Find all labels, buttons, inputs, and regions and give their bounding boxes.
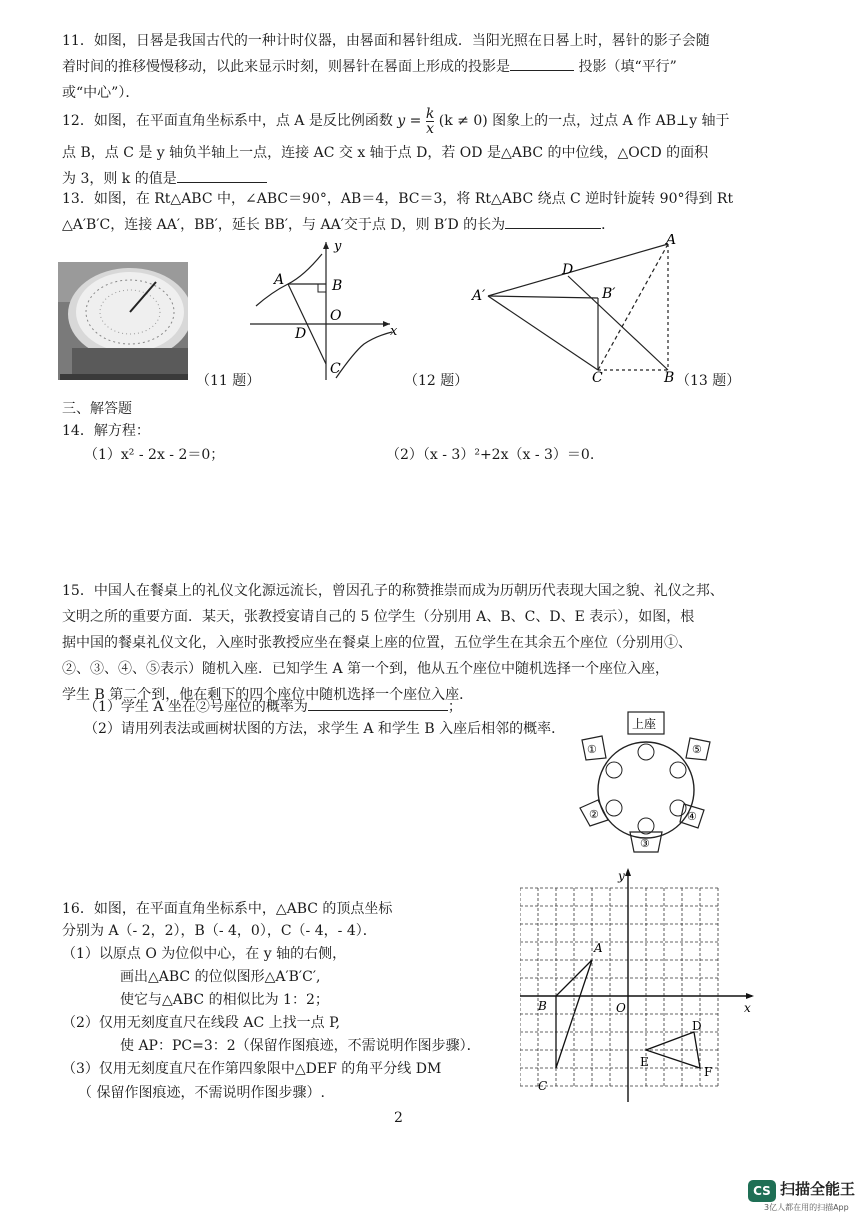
question-15: [62, 578, 724, 708]
q11-line3: 或“中心”）．: [62, 85, 140, 101]
q12-text3: 为 3，则 k 的值是: [62, 171, 177, 187]
f13-label-a-prime: A′: [472, 288, 486, 304]
figure-11-caption: （11 题）: [196, 373, 261, 389]
question-13: [62, 186, 733, 238]
q13-answer-blank[interactable]: [505, 212, 601, 229]
figure-13-diagram: [468, 234, 688, 384]
section-3-heading: 三、解答题: [62, 401, 132, 417]
q16-part2a: （2）仅用无刻度直尺在线段 AC 上找一点 P,: [62, 1015, 341, 1031]
grid-lines: [520, 888, 718, 1086]
q14-part1: （1）x² - 2x - 2＝0；: [84, 447, 225, 463]
f12-label-d: D: [295, 326, 307, 342]
f16-label-d: D: [692, 1019, 702, 1033]
f16-label-x: x: [744, 1001, 751, 1015]
f12-label-b: B: [332, 278, 343, 294]
round-table: [598, 742, 694, 838]
q11-line2: [62, 54, 710, 80]
q14-title: 14．解方程：: [62, 423, 150, 439]
seat-2-label: ②: [589, 808, 599, 821]
q16-part1b: 画出△ABC 的位似图形△A′B′C′,: [120, 969, 321, 985]
q15-part2: （2）请用列表法或画树状图的方法，求学生 A 和学生 B 入座后相邻的概率．: [84, 721, 566, 737]
question-11: [62, 28, 710, 106]
q12-answer-blank[interactable]: [177, 166, 267, 183]
q12-fraction: [426, 107, 434, 136]
seat-1-label: ①: [587, 743, 597, 756]
page-number: 2: [394, 1110, 403, 1126]
q11-answer-blank[interactable]: [510, 54, 574, 71]
q15-line5: 学生 B 第二个到，他在剩下的四个座位中随机选择一个座位入座．: [62, 687, 474, 703]
figure-12-svg: [250, 240, 400, 385]
f12-label-a: A: [274, 272, 285, 288]
q16-part1a: （1）以原点 O 为位似中心，在 y 轴的右侧，: [62, 946, 347, 962]
q15-p1-tail: ；: [447, 699, 462, 715]
f13-label-b: B: [664, 370, 675, 384]
f16-label-o: O: [616, 1001, 626, 1015]
seat-5-label: ⑤: [692, 743, 702, 756]
q13-line1: 13．如图，在 Rt△ABC 中，∠ABC＝90°，AB＝4，BC＝3，将 Rt△ABC 绕点 C 逆时针旋转 90°得到 Rt: [62, 191, 734, 207]
q13-text-tail: ．: [601, 217, 616, 233]
q15-line4: ②、③、④、⑤表示）随机入座．已知学生 A 第一个到，他从五个座位中随机选择一个座位入座，: [62, 661, 670, 677]
q14-part2: （2）（x - 3）²+2x（x - 3）＝0.: [386, 447, 595, 463]
figure-16-svg: [520, 866, 760, 1106]
f12-label-o: O: [330, 308, 342, 324]
q16-line1: 16．如图，在平面直角坐标系中，△ABC 的顶点坐标: [62, 901, 393, 917]
q12-text: 12．如图，在平面直角坐标系中，点 A 是反比例函数: [62, 113, 393, 129]
q12-formula-cond: (k ≠ 0): [438, 113, 488, 129]
f13-label-a: A: [666, 234, 677, 248]
sundial-image: [58, 262, 188, 380]
camscanner-logo: CS: [748, 1180, 776, 1202]
q15-part1: [84, 694, 462, 716]
f13-label-c: C: [592, 370, 603, 384]
f13-label-b-prime: B′: [602, 286, 616, 302]
f13-label-d: D: [562, 262, 574, 278]
q15-line3: 据中国的餐桌礼仪文化，入座时张教授应坐在餐桌上座的位置，五位学生在其余五个座位（分别用①、: [62, 635, 692, 651]
q12-line1: [62, 104, 730, 138]
figure-15-table: [572, 710, 722, 858]
figure-15-svg: [572, 710, 722, 858]
f12-hyperbola-upper: [256, 254, 322, 306]
f12-hyperbola-lower: [336, 332, 392, 378]
q16-part3a: （3）仅用无刻度直尺在作第四象限中△DEF 的角平分线 DM: [62, 1061, 442, 1077]
q11-text: 着时间的推移慢慢移动，以此来显示时刻，则晷针在晷面上形成的投影是: [62, 59, 510, 75]
q15-p1-text: （1）学生 A 坐在②号座位的概率为: [84, 699, 308, 715]
q15-line2: 文明之所的重要方面．某天，张教授宴请自己的 5 位学生（分别用 A、B、C、D、E 表示），如图，根: [62, 609, 695, 625]
q12-fraction-num: k: [425, 105, 435, 122]
q12-line2: 点 B，点 C 是 y 轴负半轴上一点，连接 AC 交 x 轴于点 D，若 OD 是△ABC 的中位线，△OCD 的面积: [62, 145, 709, 161]
f12-label-x: x: [390, 324, 398, 339]
figure-13-svg: [468, 234, 688, 384]
q15-answer-blank[interactable]: [308, 694, 448, 711]
q16-part1c: 使它与△ABC 的相似比为 1：2；: [120, 992, 329, 1008]
f16-label-a: A: [594, 941, 603, 955]
f16-label-c: C: [538, 1079, 548, 1093]
question-12: [62, 104, 730, 138]
f12-label-y: y: [334, 240, 342, 254]
camscanner-tagline: 3亿人都在用的扫描App: [764, 1203, 849, 1212]
f16-label-y: y: [618, 869, 625, 883]
figure-11-sundial-photo: [58, 262, 188, 380]
q11-line1: 11．如图，日晷是我国古代的一种计时仪器，由晷面和晷针组成．当阳光照在日晷上时，晷针的影子会随: [62, 33, 710, 49]
f16-label-e: E: [640, 1055, 649, 1069]
question-12-cont: [62, 140, 708, 192]
seat-3-label: ③: [640, 837, 650, 850]
f16-label-f: F: [704, 1065, 713, 1079]
figure-12-caption: （12 题）: [404, 373, 469, 389]
q16-part3b: （ 保留作图痕迹，不需说明作图步骤）.: [78, 1085, 325, 1101]
figure-13-caption: （13 题）: [676, 373, 741, 389]
figure-12-diagram: [250, 240, 400, 385]
q12-formula-y: y =: [397, 113, 422, 129]
seat-top-label: 上座: [632, 717, 657, 731]
q13-text: △A′B′C，连接 AA′，BB′，延长 BB′，与 AA′交于点 D，则 B′D 的长为: [62, 217, 506, 233]
figure-16-grid: [520, 866, 760, 1106]
seat-4-label: ④: [687, 810, 697, 823]
q12-text-tail: 图象上的一点，过点 A 作 AB⊥y 轴于: [492, 113, 730, 129]
camscanner-name: 扫描全能王: [780, 1180, 856, 1198]
q11-text-tail: 投影（填“平行”: [578, 59, 677, 75]
f12-label-c: C: [330, 361, 341, 377]
f16-label-b: B: [538, 999, 547, 1013]
q16-part2b: 使 AP：PC=3：2（保留作图痕迹，不需说明作图步骤）．: [120, 1038, 481, 1054]
q12-fraction-den: x: [426, 120, 435, 137]
q15-line1: 15．中国人在餐桌上的礼仪文化源远流长，曾因孔子的称赞推崇而成为历朝历代表现大国之貌、礼仪之邦、: [62, 583, 724, 599]
q16-line2: 分别为 A（- 2，2），B（- 4，0），C（- 4，- 4）．: [62, 923, 377, 939]
